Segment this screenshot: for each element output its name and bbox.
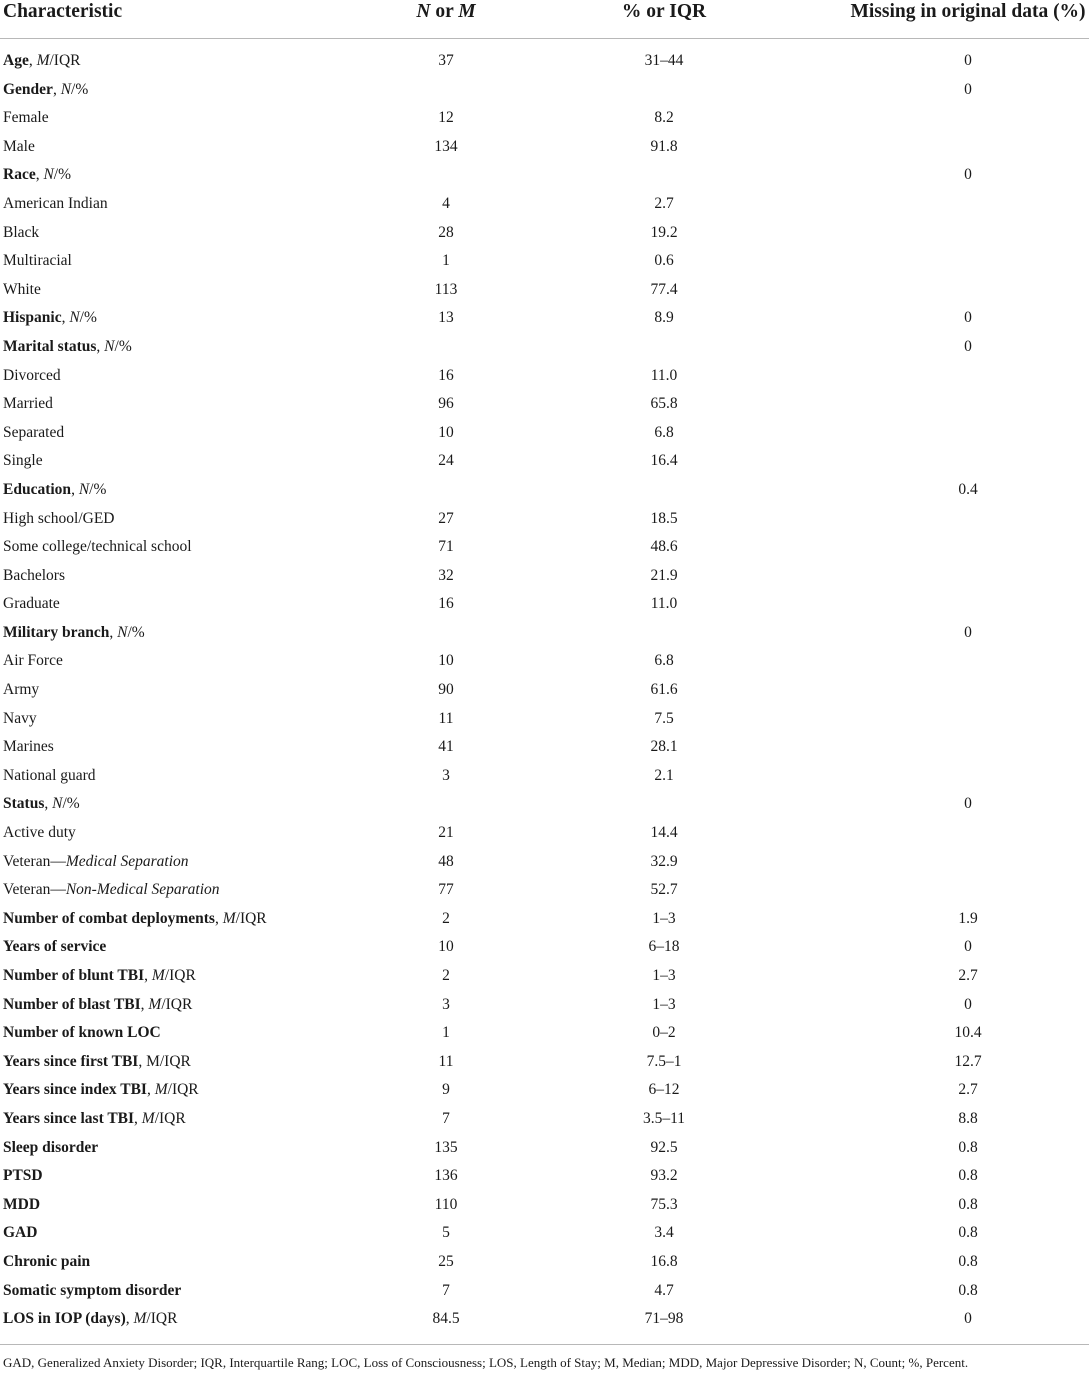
row-pct-or-iqr: 19.2 — [650, 223, 678, 241]
row-characteristic — [3, 881, 220, 899]
row-label: Veteran— — [3, 881, 66, 899]
row-label: Status — [3, 795, 45, 813]
table-row — [0, 77, 1089, 106]
row-characteristic — [3, 452, 43, 470]
header-m-letter: M — [458, 1, 476, 22]
row-n-or-m: 7 — [442, 1109, 450, 1127]
row-characteristic — [3, 1139, 98, 1157]
row-n-or-m: 16 — [438, 595, 454, 613]
header-n-or-m — [416, 1, 475, 23]
row-label: Years since index TBI — [3, 1081, 147, 1099]
row-label: Black — [3, 223, 40, 241]
row-missing: 2.7 — [958, 1081, 978, 1099]
row-missing: 0 — [964, 309, 972, 327]
table-row — [0, 1163, 1089, 1192]
row-label: Marital status — [3, 337, 97, 355]
row-n-or-m: 7 — [442, 1281, 450, 1299]
row-n-or-m: 37 — [438, 52, 454, 69]
row-pct-or-iqr: 6–18 — [648, 938, 680, 956]
row-characteristic — [3, 481, 106, 499]
row-pct-or-iqr: 65.8 — [650, 395, 678, 413]
row-label-suffix-tail: /% — [71, 80, 89, 98]
row-label: PTSD — [3, 1167, 43, 1185]
table-row — [0, 534, 1089, 563]
row-characteristic — [3, 1053, 191, 1071]
table-row — [0, 591, 1089, 620]
row-characteristic — [3, 996, 192, 1014]
row-label-suffix-tail: /IQR — [146, 1310, 178, 1328]
table-row — [0, 305, 1089, 334]
row-characteristic — [3, 395, 53, 413]
row-label-separator: , — [35, 166, 44, 184]
row-label: Some college/technical school — [3, 538, 192, 556]
row-characteristic — [3, 652, 63, 670]
row-label: Chronic pain — [3, 1252, 91, 1270]
row-label-suffix-tail: /% — [53, 166, 72, 184]
row-label: High school/GED — [3, 509, 115, 527]
row-pct-or-iqr: 6.8 — [654, 652, 674, 670]
table-row — [0, 420, 1089, 449]
row-n-or-m: 25 — [438, 1252, 454, 1270]
row-pct-or-iqr: 1–3 — [652, 967, 676, 984]
row-label: Navy — [3, 709, 37, 727]
row-label-separator: , — [144, 967, 152, 984]
row-label: Number of blunt TBI — [3, 967, 145, 984]
row-characteristic — [3, 1282, 181, 1300]
table-row — [0, 1106, 1089, 1135]
row-n-or-m: 2 — [442, 967, 450, 984]
row-pct-or-iqr: 11.0 — [650, 595, 678, 613]
row-pct-or-iqr: 2.7 — [654, 194, 674, 212]
row-label: Marines — [3, 738, 54, 756]
table-row — [0, 248, 1089, 277]
row-missing: 2.7 — [958, 967, 978, 984]
row-label: Female — [3, 109, 49, 127]
row-pct-or-iqr: 18.5 — [650, 509, 678, 527]
table-row — [0, 1220, 1089, 1249]
table-row — [0, 506, 1089, 535]
row-characteristic — [3, 109, 49, 127]
table-header — [0, 0, 1089, 39]
row-label: Age — [3, 52, 29, 69]
row-label-suffix-tail: /% — [62, 795, 80, 813]
table-row — [0, 363, 1089, 392]
row-pct-or-iqr: 91.8 — [650, 137, 678, 155]
row-label-separator: , — [214, 909, 223, 927]
row-missing: 0.8 — [958, 1167, 978, 1185]
row-pct-or-iqr: 21.9 — [650, 566, 678, 584]
row-characteristic — [3, 138, 35, 156]
row-label: White — [3, 280, 41, 298]
row-label: Active duty — [3, 824, 76, 842]
row-n-or-m: 1 — [442, 252, 450, 270]
row-label-italic-suffix: N — [117, 623, 128, 641]
row-label-separator: , — [71, 480, 79, 498]
row-label-suffix-tail: /IQR — [161, 995, 193, 1013]
row-label: MDD — [3, 1195, 41, 1213]
row-pct-or-iqr: 2.1 — [654, 766, 674, 784]
row-characteristic — [3, 853, 189, 871]
row-characteristic — [3, 1253, 90, 1271]
row-characteristic — [3, 595, 60, 613]
header-missing: Missing in original data (%) — [850, 1, 1086, 22]
table-row — [0, 1049, 1089, 1078]
row-label-italic-suffix: M — [151, 967, 165, 984]
row-pct-or-iqr: 61.6 — [650, 681, 678, 699]
table-row — [0, 677, 1089, 706]
row-label: Military branch — [3, 623, 110, 641]
row-n-or-m: 90 — [438, 681, 454, 699]
table-row — [0, 220, 1089, 249]
row-characteristic — [3, 538, 192, 556]
table-row — [0, 1192, 1089, 1221]
row-label-separator: , — [109, 623, 118, 641]
row-characteristic — [3, 824, 76, 842]
row-pct-or-iqr: 28.1 — [650, 738, 678, 756]
row-pct-or-iqr: 93.2 — [650, 1167, 678, 1185]
row-characteristic — [3, 567, 65, 585]
row-n-or-m: 24 — [438, 452, 454, 470]
row-label-italic-suffix: N — [60, 80, 72, 98]
row-missing: 0 — [964, 995, 972, 1013]
row-label: Veteran— — [3, 852, 66, 870]
row-missing: 0 — [964, 166, 972, 184]
row-label: Number of combat deployments — [3, 909, 215, 927]
row-pct-or-iqr: 48.6 — [650, 538, 678, 556]
row-label: Single — [3, 452, 43, 470]
row-pct-or-iqr: 1–3 — [652, 995, 676, 1013]
row-n-or-m: 10 — [438, 652, 454, 670]
row-label: Somatic symptom disorder — [3, 1281, 182, 1299]
row-label: Number of blast TBI — [3, 995, 141, 1013]
row-characteristic — [3, 681, 39, 699]
row-characteristic — [3, 367, 61, 385]
row-label-suffix-tail: /% — [79, 309, 97, 327]
row-n-or-m: 48 — [438, 852, 454, 870]
table-row — [0, 1020, 1089, 1049]
row-n-or-m: 10 — [438, 423, 454, 441]
row-n-or-m: 16 — [438, 366, 454, 384]
row-pct-or-iqr: 4.7 — [654, 1281, 674, 1299]
row-n-or-m: 12 — [438, 109, 454, 127]
row-characteristic — [3, 1110, 186, 1128]
row-characteristic — [3, 224, 39, 242]
row-n-or-m: 5 — [442, 1224, 450, 1242]
row-label: Air Force — [3, 652, 63, 670]
row-characteristic — [3, 1310, 177, 1328]
row-label: Race — [3, 166, 36, 184]
row-n-or-m: 71 — [438, 538, 454, 556]
table-row — [0, 448, 1089, 477]
row-missing: 0.4 — [958, 480, 978, 498]
row-missing: 0 — [964, 623, 972, 641]
row-n-or-m: 9 — [442, 1081, 450, 1099]
row-label: Bachelors — [3, 566, 65, 584]
row-label: Number of known LOC — [3, 1024, 161, 1042]
row-label-suffix-tail: /% — [89, 480, 107, 498]
row-pct-or-iqr: 6.8 — [654, 423, 674, 441]
row-missing: 10.4 — [954, 1024, 982, 1042]
row-label-separator: , — [44, 795, 53, 813]
row-label-separator: , — [52, 80, 61, 98]
table-row — [0, 734, 1089, 763]
row-label-italic-suffix: M — [36, 52, 50, 69]
row-n-or-m: 84.5 — [432, 1310, 460, 1328]
table-row — [0, 963, 1089, 992]
table-row — [0, 1077, 1089, 1106]
row-missing: 0.8 — [958, 1138, 978, 1156]
row-n-or-m: 10 — [438, 938, 454, 956]
row-pct-or-iqr: 71–98 — [644, 1310, 684, 1328]
row-label-separator: , — [61, 309, 70, 327]
row-label-separator: , — [125, 1310, 134, 1328]
row-label: Years since last TBI — [3, 1109, 135, 1127]
row-n-or-m: 41 — [438, 738, 454, 756]
row-n-or-m: 13 — [438, 309, 454, 327]
table-row — [0, 105, 1089, 134]
table-row — [0, 791, 1089, 820]
row-label-suffix-tail: /IQR — [235, 909, 267, 927]
row-label-suffix-tail: /IQR — [164, 967, 196, 984]
row-label-italic-suffix: M — [141, 1109, 155, 1127]
row-missing: 1.9 — [958, 909, 978, 927]
row-pct-or-iqr: 6–12 — [648, 1081, 680, 1099]
header-characteristic: Characteristic — [3, 1, 123, 22]
row-label-suffix-tail: /IQR — [167, 1081, 199, 1099]
row-n-or-m: 110 — [434, 1195, 458, 1213]
table-footnote: GAD, Generalized Anxiety Disorder; IQR, Interquartile Rang; LOC, Loss of Consciousness; LOS, Length of Stay; M, Median; MDD, Major Depressive Disorder; N, Count; %, Percent. — [3, 1355, 969, 1370]
row-pct-or-iqr: 0.6 — [654, 252, 674, 270]
row-pct-or-iqr: 8.2 — [654, 109, 674, 127]
row-label-separator: , — [134, 1109, 142, 1127]
row-label: National guard — [3, 766, 96, 784]
row-n-or-m: 3 — [442, 995, 450, 1013]
table-row — [0, 934, 1089, 963]
row-label: Sleep disorder — [3, 1138, 99, 1156]
row-label: Years since first TBI — [3, 1052, 139, 1070]
row-label: Multiracial — [3, 252, 72, 270]
row-label-separator: , — [96, 337, 105, 355]
row-characteristic — [3, 967, 196, 985]
row-label: American Indian — [3, 194, 108, 212]
row-characteristic — [3, 166, 71, 184]
row-label-separator: , — [28, 52, 37, 69]
header-n-letter: N — [416, 1, 431, 22]
row-n-or-m: 11 — [438, 1052, 454, 1070]
row-characteristic — [3, 767, 96, 785]
row-pct-or-iqr: 52.7 — [650, 881, 678, 899]
row-missing: 0 — [964, 337, 972, 355]
row-label-suffix-tail: /IQR — [154, 1109, 186, 1127]
row-n-or-m: 135 — [434, 1138, 458, 1156]
row-characteristic — [3, 1224, 37, 1242]
row-label-italic-suffix: M — [133, 1310, 147, 1328]
table-row — [0, 563, 1089, 592]
table-row — [0, 134, 1089, 163]
table-row — [0, 620, 1089, 649]
row-label: Married — [3, 395, 53, 413]
row-characteristic — [3, 309, 97, 327]
header-or-word: or — [430, 1, 459, 22]
row-missing: 0 — [964, 938, 972, 956]
footer-rule — [0, 1344, 1089, 1345]
row-characteristic — [3, 795, 80, 813]
row-label-italic-suffix: M — [222, 909, 236, 927]
table-row — [0, 820, 1089, 849]
row-n-or-m: 2 — [442, 909, 450, 927]
row-n-or-m: 113 — [434, 280, 458, 298]
row-characteristic — [3, 424, 64, 442]
row-label-italic-suffix: M — [154, 1081, 168, 1099]
row-n-or-m: 1 — [442, 1024, 450, 1042]
table-row — [0, 477, 1089, 506]
row-characteristic — [3, 52, 81, 70]
row-label-italic-suffix: N — [43, 166, 54, 184]
row-characteristic — [3, 338, 132, 356]
row-characteristic — [3, 710, 37, 728]
row-label: Years of service — [3, 938, 107, 956]
row-missing: 12.7 — [954, 1052, 982, 1070]
table-body — [0, 48, 1089, 1335]
row-missing: 0.8 — [958, 1195, 978, 1213]
row-n-or-m: 96 — [438, 395, 454, 413]
row-missing: 0 — [964, 1310, 972, 1328]
row-missing: 0.8 — [958, 1281, 978, 1299]
table-row — [0, 1249, 1089, 1278]
row-label-suffix-tail: /% — [114, 337, 132, 355]
row-pct-or-iqr: 11.0 — [650, 366, 678, 384]
row-label-suffix-tail: /IQR — [49, 52, 81, 69]
row-label-separator: , — [140, 995, 149, 1013]
row-characteristic — [3, 1081, 199, 1099]
table-row — [0, 1135, 1089, 1164]
table-row — [0, 849, 1089, 878]
table-row — [0, 877, 1089, 906]
row-pct-or-iqr: 8.9 — [654, 309, 674, 327]
row-label-italic-suffix: N — [69, 309, 80, 327]
row-pct-or-iqr: 0–2 — [652, 1024, 676, 1042]
row-n-or-m: 32 — [438, 566, 454, 584]
row-label: Education — [3, 480, 72, 498]
table-row — [0, 992, 1089, 1021]
table-row — [0, 1278, 1089, 1307]
table-row — [0, 1306, 1089, 1335]
row-pct-or-iqr: 31–44 — [644, 52, 684, 69]
row-pct-or-iqr: 7.5–1 — [646, 1052, 682, 1070]
row-n-or-m: 134 — [434, 137, 458, 155]
row-label-suffix-tail: /% — [127, 623, 145, 641]
row-pct-or-iqr: 16.4 — [650, 452, 678, 470]
table-row — [0, 706, 1089, 735]
row-characteristic — [3, 1024, 161, 1042]
row-pct-or-iqr: 92.5 — [650, 1138, 678, 1156]
table-row — [0, 391, 1089, 420]
row-label: GAD — [3, 1224, 38, 1242]
table-row — [0, 906, 1089, 935]
table-row — [0, 191, 1089, 220]
header-pct-or-iqr: % or IQR — [621, 1, 707, 22]
row-n-or-m: 3 — [442, 766, 450, 784]
row-label-italic-suffix: N — [52, 795, 63, 813]
row-characteristic — [3, 738, 54, 756]
row-missing: 0 — [964, 795, 972, 813]
row-label-plain-tail: , M/IQR — [138, 1052, 191, 1070]
row-pct-or-iqr: 75.3 — [650, 1195, 678, 1213]
table-row — [0, 648, 1089, 677]
row-n-or-m: 28 — [438, 223, 454, 241]
table-row — [0, 48, 1089, 77]
row-pct-or-iqr: 16.8 — [650, 1252, 678, 1270]
row-label: Hispanic — [3, 309, 62, 327]
table-row — [0, 162, 1089, 191]
row-pct-or-iqr: 3.5–11 — [642, 1109, 686, 1127]
row-characteristic — [3, 1167, 43, 1185]
row-characteristic — [3, 624, 145, 642]
row-pct-or-iqr: 14.4 — [650, 824, 678, 842]
table-row — [0, 277, 1089, 306]
row-pct-or-iqr: 1–3 — [652, 909, 676, 927]
row-n-or-m: 11 — [438, 709, 454, 727]
row-n-or-m: 21 — [438, 824, 454, 842]
row-label-italic-suffix: N — [104, 337, 115, 355]
row-label-italic-suffix: M — [148, 995, 162, 1013]
row-label-italic-suffix: N — [78, 480, 90, 498]
row-label-italic-suffix: Medical Separation — [65, 852, 189, 870]
row-characteristic — [3, 195, 108, 213]
row-label-italic-suffix: Non-Medical Separation — [65, 881, 220, 899]
row-characteristic — [3, 81, 88, 99]
row-label: Divorced — [3, 366, 61, 384]
row-n-or-m: 4 — [442, 194, 450, 212]
row-n-or-m: 27 — [438, 509, 454, 527]
row-label: Male — [3, 137, 35, 155]
row-characteristic — [3, 252, 72, 270]
row-label-separator: , — [146, 1081, 155, 1099]
row-n-or-m: 77 — [438, 881, 454, 899]
row-characteristic — [3, 281, 41, 299]
row-missing: 0 — [964, 52, 972, 69]
row-missing: 0 — [964, 80, 972, 98]
row-label: Gender — [3, 80, 53, 98]
row-characteristic — [3, 1196, 40, 1214]
row-pct-or-iqr: 32.9 — [650, 852, 678, 870]
row-characteristic — [3, 910, 267, 928]
row-missing: 0.8 — [958, 1224, 978, 1242]
row-characteristic — [3, 938, 106, 956]
row-missing: 8.8 — [958, 1109, 978, 1127]
row-missing: 0.8 — [958, 1252, 978, 1270]
row-label: LOS in IOP (days) — [3, 1310, 126, 1328]
row-label: Army — [3, 681, 40, 699]
row-label: Separated — [3, 423, 65, 441]
row-label: Graduate — [3, 595, 60, 613]
row-pct-or-iqr: 77.4 — [650, 280, 678, 298]
row-n-or-m: 136 — [434, 1167, 458, 1185]
table-row — [0, 334, 1089, 363]
table-row — [0, 763, 1089, 792]
row-characteristic — [3, 510, 115, 528]
row-pct-or-iqr: 7.5 — [654, 709, 674, 727]
row-pct-or-iqr: 3.4 — [654, 1224, 674, 1242]
